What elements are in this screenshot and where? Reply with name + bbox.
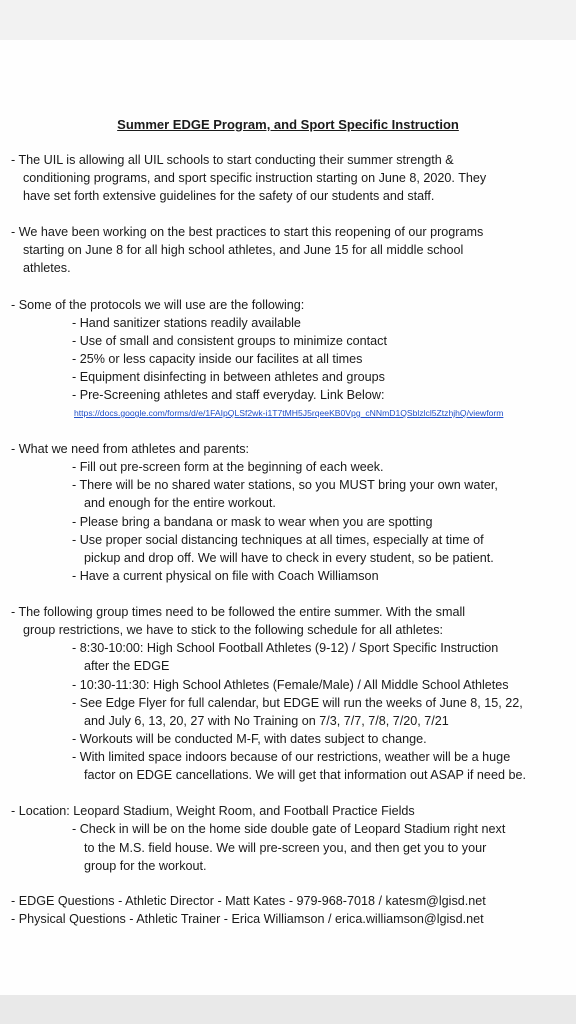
contact-line: - Physical Questions - Athletic Trainer - Erica Williamson / erica.williamson@lgisd.net	[11, 912, 484, 926]
document-title: Summer EDGE Program, and Sport Specific Instruction	[117, 117, 459, 132]
needs-line: - Have a current physical on file with Coach Williamson	[72, 569, 379, 583]
protocol-item: - Pre-Screening athletes and staff everyday. Link Below:	[72, 388, 385, 402]
uil-line: - The UIL is allowing all UIL schools to start conducting their summer strength &	[11, 153, 454, 167]
schedule-line: - Workouts will be conducted M-F, with dates subject to change.	[72, 732, 427, 746]
schedule-intro: group restrictions, we have to stick to the following schedule for all athletes:	[23, 623, 444, 637]
schedule-line: and July 6, 13, 20, 27 with No Training on 7/3, 7/7, 7/8, 7/20, 7/21	[84, 714, 449, 728]
best-practices-line: athletes.	[23, 261, 71, 275]
needs-line: - Fill out pre-screen form at the beginning of each week.	[72, 460, 384, 474]
protocols-intro: - Some of the protocols we will use are the following:	[11, 298, 305, 312]
best-practices-line: - We have been working on the best practices to start this reopening of our programs	[11, 225, 484, 239]
schedule-line: after the EDGE	[84, 659, 170, 673]
needs-line: and enough for the entire workout.	[84, 496, 276, 510]
needs-line: - There will be no shared water stations, so you MUST bring your own water,	[72, 478, 498, 492]
schedule-line: - 8:30-10:00: High School Football Athletes (9-12) / Sport Specific Instruction	[72, 641, 499, 655]
contact-line: - EDGE Questions - Athletic Director - Matt Kates - 979-968-7018 / katesm@lgisd.net	[11, 894, 486, 908]
schedule-line: factor on EDGE cancellations. We will get that information out ASAP if need be.	[84, 768, 526, 782]
prescreen-form-link[interactable]: https://docs.google.com/forms/d/e/1FAIpQLSf2wk-i1T7tMH5J5rqeeKB0Vpg_cNNmD1QSblzlcl5ZtzhjhQ/viewform	[74, 408, 504, 418]
protocol-item: - 25% or less capacity inside our facilites at all times	[72, 352, 363, 366]
bottom-margin	[0, 995, 576, 1024]
top-margin	[0, 0, 576, 40]
location-line: to the M.S. field house. We will pre-screen you, and then get you to your	[84, 841, 487, 855]
needs-intro: - What we need from athletes and parents:	[11, 442, 250, 456]
needs-line: - Use proper social distancing techniques at all times, especially at time of	[72, 533, 484, 547]
needs-line: pickup and drop off. We will have to check in every student, so be patient.	[84, 551, 494, 565]
uil-line: have set forth extensive guidelines for the safety of our students and staff.	[23, 189, 435, 203]
schedule-line: - With limited space indoors because of our restrictions, weather will be a huge	[72, 750, 511, 764]
location-line: group for the workout.	[84, 859, 207, 873]
location-intro: - Location: Leopard Stadium, Weight Room, and Football Practice Fields	[11, 804, 415, 818]
protocol-item: - Use of small and consistent groups to minimize contact	[72, 334, 387, 348]
protocol-item: - Equipment disinfecting in between athletes and groups	[72, 370, 385, 384]
schedule-intro: - The following group times need to be followed the entire summer. With the small	[11, 605, 466, 619]
schedule-line: - 10:30-11:30: High School Athletes (Female/Male) / All Middle School Athletes	[72, 678, 509, 692]
uil-line: conditioning programs, and sport specific instruction starting on June 8, 2020. They	[23, 171, 487, 185]
best-practices-line: starting on June 8 for all high school athletes, and June 15 for all middle school	[23, 243, 464, 257]
location-line: - Check in will be on the home side double gate of Leopard Stadium right next	[72, 822, 506, 836]
needs-line: - Please bring a bandana or mask to wear when you are spotting	[72, 515, 433, 529]
schedule-line: - See Edge Flyer for full calendar, but EDGE will run the weeks of June 8, 15, 22,	[72, 696, 523, 710]
protocol-item: - Hand sanitizer stations readily available	[72, 316, 301, 330]
